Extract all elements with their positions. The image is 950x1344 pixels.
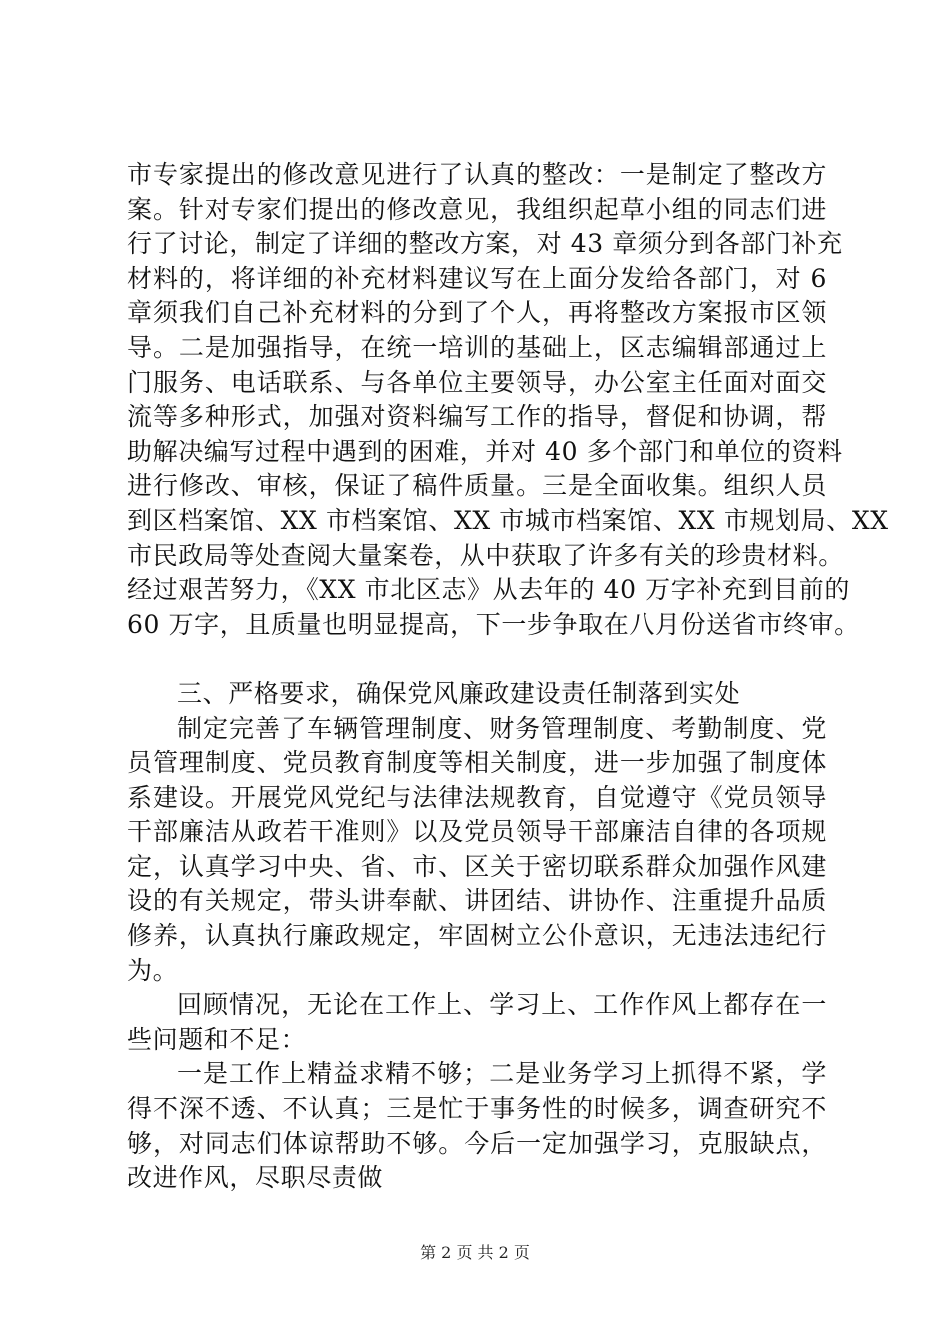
text-line: 章须我们自己补充材料的分到了个人，再将整改方案报市区领 — [127, 298, 827, 328]
text-line: 修养，认真执行廉政规定，牢固树立公仆意识，无违法违纪行 — [127, 921, 827, 951]
text-line: 一是工作上精益求精不够；二是业务学习上抓得不紧，学 — [177, 1059, 827, 1089]
text-line: 定，认真学习中央、省、市、区关于密切联系群众加强作风建 — [127, 851, 827, 881]
text-line: 回顾情况，无论在工作上、学习上、工作作风上都存在一 — [177, 990, 827, 1020]
page-number-footer: 第 2 页 共 2 页 — [420, 1243, 530, 1262]
text-line: 系建设。开展党风党纪与法律法规教育，自觉遵守《党员领导 — [127, 782, 827, 812]
text-line: 60 万字，且质量也明显提高，下一步争取在八月份送省市终审。 — [127, 609, 860, 639]
text-line: 市专家提出的修改意见进行了认真的整改：一是制定了整改方 — [127, 160, 827, 189]
paragraph-shortcomings — [127, 1057, 827, 1195]
text-line: 得不深不透、不认真；三是忙于事务性的时候多，调查研究不 — [127, 1094, 827, 1124]
text-line: 助解决编写过程中遇到的困难，并对 40 多个部门和单位的资料 — [127, 436, 843, 466]
paragraph-gap — [127, 642, 827, 677]
section-heading: 三、严格要求，确保党风廉政建设责任制落到实处 — [177, 678, 741, 708]
text-line: 员管理制度、党员教育制度等相关制度，进一步加强了制度体 — [127, 748, 827, 778]
text-line: 改进作风，尽职尽责做 — [127, 1163, 384, 1193]
text-line: 市民政局等处查阅大量案卷，从中获取了许多有关的珍贵材料。 — [127, 540, 844, 570]
text-line: 经过艰苦努力，《XX 市北区志》从去年的 40 万字补充到目前的 — [127, 575, 850, 605]
paragraph-rectification — [127, 158, 889, 642]
text-line: 些问题和不足： — [127, 1024, 307, 1054]
text-line: 干部廉洁从政若干准则》以及党员领导干部廉洁自律的各项规 — [127, 817, 827, 847]
text-line: 流等多种形式，加强对资料编写工作的指导，督促和协调，帮 — [127, 402, 827, 432]
text-line: 够，对同志们体谅帮助不够。今后一定加强学习，克服缺点， — [127, 1128, 827, 1158]
text-line: 门服务、电话联系、与各单位主要领导，办公室主任面对面交 — [127, 367, 827, 397]
text-line: 进行修改、审核，保证了稿件质量。三是全面收集。组织人员 — [127, 471, 827, 501]
text-line: 行了讨论，制定了详细的整改方案，对 43 章须分到各部门补充 — [127, 229, 843, 259]
document-body — [127, 158, 889, 1196]
text-line: 到区档案馆、XX 市档案馆、XX 市城市档案馆、XX 市规划局、XX — [127, 505, 889, 535]
paragraph-review — [127, 988, 827, 1057]
text-line: 案。针对专家们提出的修改意见，我组织起草小组的同志们进 — [127, 194, 827, 224]
text-line: 材料的，将详细的补充材料建议写在上面分发给各部门，对 6 — [127, 263, 827, 293]
text-line: 制定完善了车辆管理制度、财务管理制度、考勤制度、党 — [177, 713, 827, 743]
text-line: 导。二是加强指导，在统一培训的基础上，区志编辑部通过上 — [127, 332, 827, 362]
text-line: 为。 — [127, 955, 179, 985]
paragraph-discipline — [127, 712, 827, 989]
text-line: 设的有关规定，带头讲奉献、讲团结、讲协作、注重提升品质 — [127, 886, 827, 916]
